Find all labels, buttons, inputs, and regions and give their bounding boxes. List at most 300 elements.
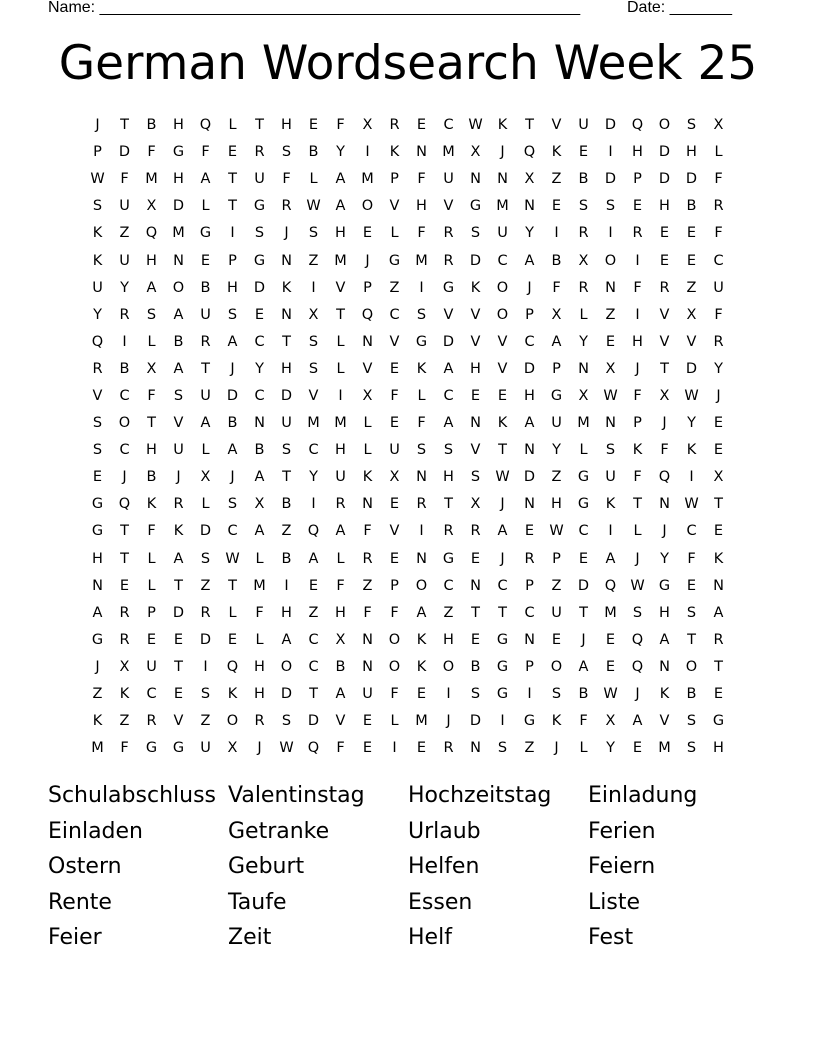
grid-letter: C	[308, 631, 319, 648]
grid-letter: G	[388, 252, 401, 269]
grid-letter: O	[658, 117, 671, 134]
grid-letter: E	[227, 144, 238, 161]
grid-letter: N	[254, 415, 265, 432]
grid-letter: F	[147, 523, 156, 540]
grid-letter: O	[604, 252, 617, 269]
grid-letter: H	[281, 604, 292, 621]
grid-letter: R	[362, 550, 373, 567]
grid-letter: E	[686, 225, 697, 242]
grid-letter: H	[551, 496, 562, 513]
word-list-item: Helfen	[408, 854, 480, 880]
grid-letter: Y	[255, 360, 264, 377]
grid-letter: Y	[714, 360, 723, 377]
grid-letter: N	[362, 658, 373, 675]
grid-letter: L	[579, 442, 588, 459]
grid-letter: U	[119, 198, 130, 215]
grid-letter: S	[470, 686, 481, 703]
grid-letter: S	[281, 713, 292, 730]
grid-letter: D	[226, 387, 239, 404]
word-list-item: Feiern	[588, 854, 656, 880]
grid-letter: J	[257, 740, 262, 757]
grid-letter: D	[307, 713, 320, 730]
grid-letter: E	[362, 713, 373, 730]
grid-letter: Q	[361, 306, 374, 323]
grid-letter: P	[147, 604, 156, 621]
grid-letter: U	[389, 442, 400, 459]
grid-letter: S	[92, 442, 103, 459]
grid-letter: P	[552, 550, 561, 567]
grid-letter: V	[470, 306, 481, 323]
grid-letter: L	[336, 360, 345, 377]
grid-letter: E	[686, 577, 697, 594]
grid-row	[84, 600, 732, 627]
grid-letter: L	[201, 496, 210, 513]
grid-letter: C	[119, 387, 130, 404]
grid-letter: W	[603, 387, 618, 404]
grid-letter: O	[118, 415, 131, 432]
grid-letter: C	[443, 387, 454, 404]
grid-letter: H	[632, 333, 643, 350]
grid-letter: V	[659, 333, 670, 350]
grid-letter: F	[120, 740, 129, 757]
grid-letter: U	[362, 686, 373, 703]
grid-letter: N	[470, 577, 481, 594]
grid-letter: V	[389, 333, 400, 350]
grid-letter: F	[633, 387, 642, 404]
grid-letter: F	[255, 604, 264, 621]
grid-letter: H	[173, 171, 184, 188]
grid-letter: L	[714, 144, 723, 161]
grid-letter: E	[416, 740, 427, 757]
grid-letter: C	[524, 333, 535, 350]
grid-letter: A	[335, 686, 346, 703]
grid-letter: S	[605, 442, 616, 459]
grid-letter: U	[551, 415, 562, 432]
grid-letter: A	[92, 604, 103, 621]
grid-letter: A	[281, 631, 292, 648]
grid-letter: G	[415, 333, 428, 350]
grid-row	[84, 247, 732, 274]
grid-letter: O	[226, 713, 239, 730]
grid-letter: K	[659, 686, 670, 703]
grid-letter: X	[686, 306, 697, 323]
grid-row	[84, 139, 732, 166]
grid-letter: S	[497, 740, 508, 757]
grid-letter: L	[201, 442, 210, 459]
grid-letter: K	[497, 117, 508, 134]
grid-letter: R	[254, 713, 265, 730]
grid-letter: F	[687, 550, 696, 567]
grid-letter: Q	[226, 658, 239, 675]
grid-letter: D	[577, 577, 590, 594]
grid-letter: A	[659, 631, 670, 648]
grid-letter: T	[282, 469, 291, 486]
grid-letter: Z	[551, 469, 562, 486]
grid-letter: T	[228, 198, 237, 215]
grid-letter: L	[255, 550, 264, 567]
grid-letter: N	[524, 631, 535, 648]
grid-letter: T	[714, 496, 723, 513]
grid-letter: G	[253, 252, 266, 269]
grid-letter: M	[334, 415, 347, 432]
grid-letter: C	[308, 658, 319, 675]
grid-letter: F	[714, 225, 723, 242]
grid-letter: E	[362, 740, 373, 757]
grid-letter: C	[389, 306, 400, 323]
grid-letter: K	[362, 469, 373, 486]
grid-letter: F	[336, 117, 345, 134]
grid-letter: E	[713, 442, 724, 459]
grid-letter: R	[119, 604, 130, 621]
grid-letter: M	[658, 740, 671, 757]
grid-letter: V	[686, 333, 697, 350]
grid-letter: U	[578, 117, 589, 134]
grid-letter: A	[335, 171, 346, 188]
grid-letter: X	[335, 631, 346, 648]
grid-letter: P	[552, 360, 561, 377]
grid-letter: G	[577, 469, 590, 486]
grid-letter: E	[578, 550, 589, 567]
grid-letter: B	[146, 117, 157, 134]
grid-letter: A	[254, 523, 265, 540]
grid-letter: H	[524, 387, 535, 404]
grid-letter: P	[525, 306, 534, 323]
grid-letter: V	[308, 387, 319, 404]
grid-letter: J	[230, 469, 235, 486]
grid-row	[84, 383, 732, 410]
grid-letter: I	[203, 658, 208, 675]
grid-letter: V	[443, 306, 454, 323]
word-list-item: Essen	[408, 889, 473, 915]
grid-letter: J	[635, 360, 640, 377]
grid-letter: X	[578, 387, 589, 404]
grid-letter: R	[713, 631, 724, 648]
grid-letter: I	[365, 144, 370, 161]
grid-letter: Y	[552, 442, 561, 459]
grid-letter: L	[228, 604, 237, 621]
grid-letter: A	[443, 415, 454, 432]
grid-letter: I	[419, 523, 424, 540]
grid-letter: Z	[308, 252, 319, 269]
grid-row	[84, 546, 732, 573]
grid-letter: N	[281, 252, 292, 269]
grid-letter: F	[552, 279, 561, 296]
grid-letter: R	[713, 198, 724, 215]
grid-row	[84, 356, 732, 383]
grid-letter: T	[714, 658, 723, 675]
word-list-item: Urlaub	[408, 818, 481, 844]
grid-row	[84, 112, 732, 139]
grid-letter: G	[469, 198, 482, 215]
grid-letter: E	[632, 740, 643, 757]
grid-letter: E	[146, 631, 157, 648]
grid-letter: V	[497, 360, 508, 377]
grid-letter: Q	[631, 658, 644, 675]
grid-letter: F	[579, 713, 588, 730]
grid-letter: T	[120, 550, 129, 567]
grid-letter: J	[122, 469, 127, 486]
grid-letter: G	[442, 550, 455, 567]
grid-letter: L	[390, 713, 399, 730]
grid-letter: R	[470, 523, 481, 540]
grid-letter: N	[416, 550, 427, 567]
grid-letter: G	[172, 740, 185, 757]
grid-letter: H	[281, 117, 292, 134]
grid-letter: X	[470, 144, 481, 161]
grid-letter: H	[443, 631, 454, 648]
grid-letter: J	[500, 144, 505, 161]
grid-letter: K	[146, 496, 157, 513]
grid-letter: L	[363, 415, 372, 432]
grid-letter: O	[496, 306, 509, 323]
grid-letter: K	[551, 713, 562, 730]
grid-letter: E	[470, 631, 481, 648]
grid-letter: N	[362, 333, 373, 350]
grid-letter: L	[336, 550, 345, 567]
grid-letter: B	[119, 360, 130, 377]
grid-letter: L	[147, 333, 156, 350]
grid-letter: C	[497, 252, 508, 269]
grid-letter: G	[145, 740, 158, 757]
grid-letter: C	[146, 686, 157, 703]
grid-letter: H	[659, 604, 670, 621]
grid-letter: F	[147, 144, 156, 161]
grid-letter: X	[362, 117, 373, 134]
grid-letter: L	[147, 577, 156, 594]
grid-letter: N	[92, 577, 103, 594]
grid-letter: O	[442, 658, 455, 675]
grid-letter: S	[416, 442, 427, 459]
grid-letter: B	[470, 658, 481, 675]
grid-letter: R	[200, 333, 211, 350]
grid-letter: K	[470, 279, 481, 296]
grid-letter: O	[172, 279, 185, 296]
grid-letter: R	[119, 306, 130, 323]
word-list-item: Ferien	[588, 818, 656, 844]
grid-letter: S	[686, 117, 697, 134]
grid-letter: X	[659, 387, 670, 404]
grid-letter: E	[254, 306, 265, 323]
grid-letter: S	[443, 442, 454, 459]
grid-letter: O	[361, 198, 374, 215]
grid-letter: F	[390, 686, 399, 703]
grid-row	[84, 518, 732, 545]
grid-letter: R	[281, 198, 292, 215]
grid-letter: M	[334, 252, 347, 269]
grid-letter: J	[554, 740, 559, 757]
grid-letter: P	[633, 171, 642, 188]
grid-letter: L	[201, 198, 210, 215]
grid-letter: Q	[658, 469, 671, 486]
grid-letter: J	[635, 550, 640, 567]
grid-letter: L	[363, 442, 372, 459]
word-list-item: Geburt	[228, 854, 305, 880]
date-field: Date: _______	[627, 0, 732, 16]
grid-letter: E	[524, 523, 535, 540]
word-list	[48, 778, 768, 956]
grid-letter: Z	[524, 740, 535, 757]
grid-letter: V	[362, 360, 373, 377]
grid-letter: Q	[145, 225, 158, 242]
grid-letter: A	[254, 469, 265, 486]
grid-letter: U	[200, 387, 211, 404]
grid-letter: V	[470, 442, 481, 459]
grid-letter: G	[523, 713, 536, 730]
grid-letter: S	[605, 198, 616, 215]
grid-letter: Q	[631, 117, 644, 134]
grid-letter: I	[392, 740, 397, 757]
grid-letter: Y	[687, 415, 696, 432]
grid-row	[84, 410, 732, 437]
grid-letter: G	[199, 225, 212, 242]
grid-letter: A	[524, 415, 535, 432]
word-list-item: Valentinstag	[228, 783, 365, 808]
grid-letter: I	[230, 225, 235, 242]
grid-letter: D	[685, 171, 698, 188]
grid-letter: M	[577, 415, 590, 432]
grid-letter: V	[335, 279, 346, 296]
grid-letter: V	[497, 333, 508, 350]
word-list-item: Helf	[408, 925, 452, 951]
grid-letter: J	[95, 658, 100, 675]
grid-letter: G	[496, 658, 509, 675]
grid-letter: R	[443, 523, 454, 540]
grid-letter: Z	[200, 713, 211, 730]
grid-letter: K	[497, 415, 508, 432]
grid-letter: F	[417, 415, 426, 432]
grid-letter: V	[659, 306, 670, 323]
grid-letter: K	[416, 360, 427, 377]
grid-letter: F	[714, 171, 723, 188]
grid-letter: G	[91, 496, 104, 513]
grid-letter: N	[173, 252, 184, 269]
grid-row	[84, 681, 732, 708]
grid-letter: M	[307, 415, 320, 432]
grid-letter: R	[578, 225, 589, 242]
grid-letter: N	[416, 144, 427, 161]
page-title: German Wordsearch Week 25	[58, 36, 758, 91]
grid-letter: T	[201, 360, 210, 377]
grid-letter: I	[608, 225, 613, 242]
grid-letter: K	[686, 442, 697, 459]
grid-letter: Z	[551, 171, 562, 188]
grid-letter: U	[200, 306, 211, 323]
grid-letter: R	[335, 496, 346, 513]
grid-letter: A	[335, 198, 346, 215]
grid-row	[84, 464, 732, 491]
grid-letter: V	[470, 333, 481, 350]
grid-letter: Q	[631, 631, 644, 648]
grid-letter: K	[92, 713, 103, 730]
word-list-item: Zeit	[228, 925, 272, 951]
grid-letter: G	[658, 577, 671, 594]
grid-letter: F	[417, 171, 426, 188]
grid-letter: R	[416, 496, 427, 513]
grid-letter: J	[662, 415, 667, 432]
grid-letter: D	[172, 604, 185, 621]
grid-letter: H	[173, 117, 184, 134]
grid-letter: R	[146, 713, 157, 730]
grid-letter: U	[443, 171, 454, 188]
grid-letter: U	[200, 740, 211, 757]
grid-letter: S	[470, 469, 481, 486]
grid-letter: X	[146, 198, 157, 215]
grid-letter: V	[173, 415, 184, 432]
grid-letter: S	[308, 225, 319, 242]
grid-letter: I	[635, 306, 640, 323]
grid-letter: E	[308, 577, 319, 594]
grid-letter: F	[363, 523, 372, 540]
grid-letter: J	[176, 469, 181, 486]
grid-letter: T	[687, 631, 696, 648]
grid-letter: N	[578, 360, 589, 377]
grid-letter: U	[497, 225, 508, 242]
grid-row	[84, 329, 732, 356]
grid-letter: P	[93, 144, 102, 161]
grid-letter: H	[254, 658, 265, 675]
grid-letter: E	[119, 577, 130, 594]
grid-row	[84, 437, 732, 464]
grid-letter: T	[309, 686, 318, 703]
grid-letter: N	[470, 740, 481, 757]
grid-letter: H	[632, 144, 643, 161]
grid-letter: B	[254, 442, 265, 459]
grid-letter: D	[523, 469, 536, 486]
grid-letter: X	[254, 496, 265, 513]
grid-letter: S	[146, 306, 157, 323]
grid-letter: B	[335, 658, 346, 675]
grid-letter: D	[280, 387, 293, 404]
grid-letter: E	[632, 198, 643, 215]
grid-letter: R	[389, 117, 400, 134]
grid-letter: H	[335, 442, 346, 459]
grid-letter: Q	[118, 496, 131, 513]
grid-letter: H	[659, 198, 670, 215]
grid-letter: G	[496, 631, 509, 648]
grid-letter: G	[496, 686, 509, 703]
grid-letter: Y	[525, 225, 534, 242]
grid-letter: I	[500, 713, 505, 730]
grid-letter: J	[500, 550, 505, 567]
grid-letter: R	[632, 225, 643, 242]
grid-letter: X	[119, 658, 130, 675]
grid-letter: D	[199, 523, 212, 540]
grid-row	[84, 220, 732, 247]
grid-letter: T	[228, 577, 237, 594]
grid-letter: E	[551, 631, 562, 648]
grid-letter: E	[389, 496, 400, 513]
grid-letter: E	[416, 117, 427, 134]
grid-letter: X	[470, 496, 481, 513]
grid-letter: D	[280, 686, 293, 703]
grid-letter: C	[254, 333, 265, 350]
grid-letter: H	[470, 360, 481, 377]
grid-letter: I	[419, 279, 424, 296]
grid-letter: X	[713, 117, 724, 134]
grid-letter: I	[284, 577, 289, 594]
grid-letter: C	[254, 387, 265, 404]
grid-letter: I	[635, 252, 640, 269]
grid-letter: M	[253, 577, 266, 594]
grid-letter: S	[578, 198, 589, 215]
grid-letter: D	[604, 117, 617, 134]
grid-letter: S	[632, 604, 643, 621]
grid-letter: B	[578, 686, 589, 703]
grid-letter: L	[309, 171, 318, 188]
grid-letter: G	[172, 144, 185, 161]
grid-letter: Z	[605, 306, 616, 323]
grid-letter: G	[712, 713, 725, 730]
